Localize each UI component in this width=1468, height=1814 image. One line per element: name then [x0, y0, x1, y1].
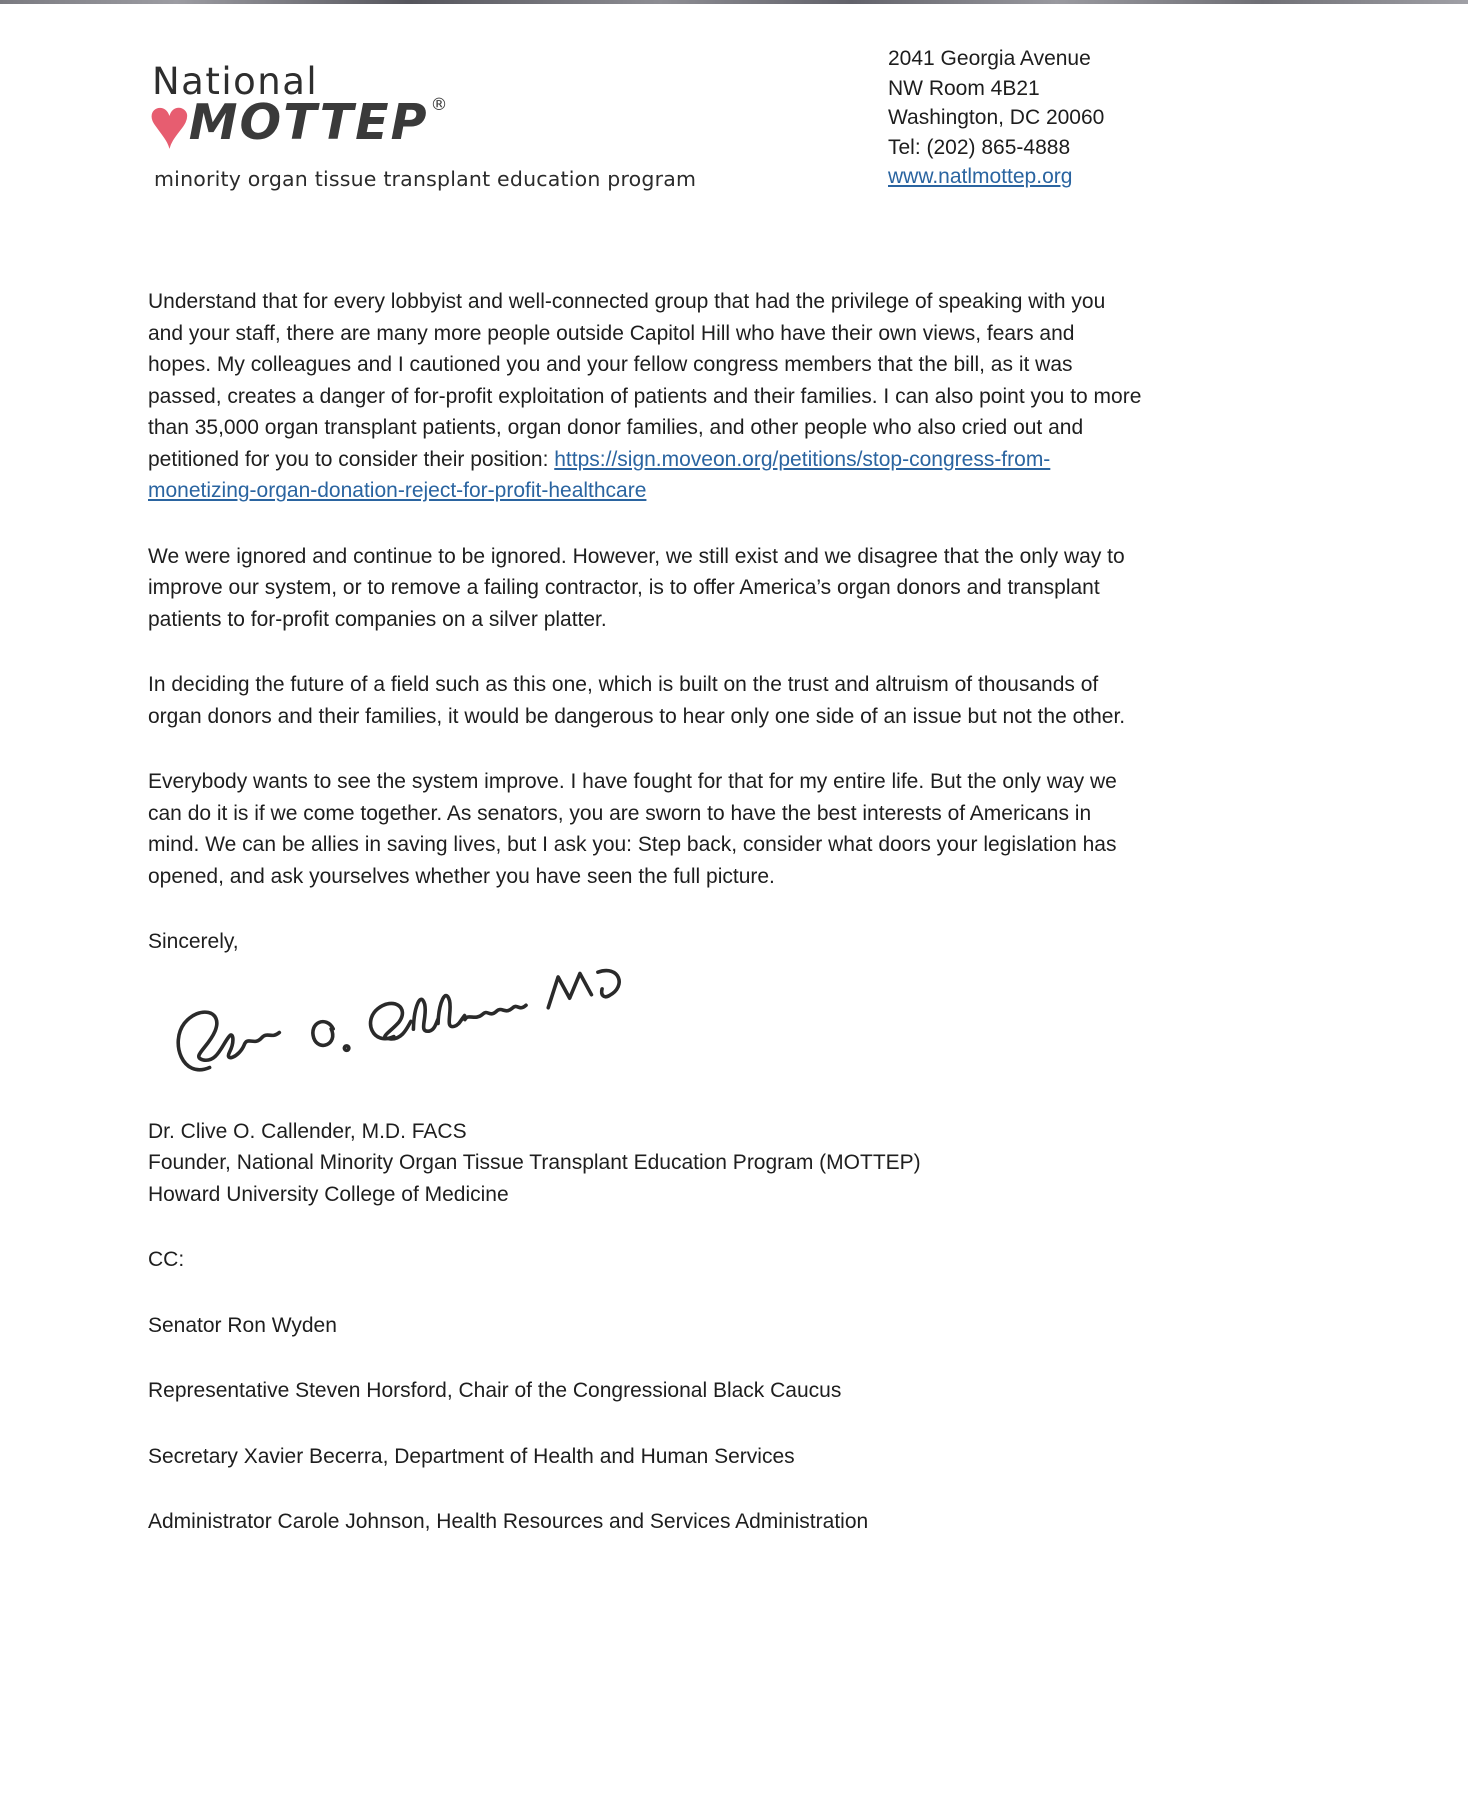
mottep-logo: [148, 60, 696, 191]
signature-block: [148, 1116, 1142, 1211]
address-line-city: Washington, DC 20060: [888, 106, 1105, 129]
cc-item-senator-wyden: Senator Ron Wyden: [148, 1313, 337, 1337]
paragraph-1: [148, 286, 1142, 507]
logo-brand-main: MOTTEP: [188, 94, 429, 151]
letter-body: [148, 286, 1142, 1572]
paragraph-1-text: Understand that for every lobbyist and well-connected group that had the privilege of speaking with you and your staff, there are many more people outside Capitol Hill who have their own views, fears and hopes. My colleagues and I cautioned you and your fellow congress members that the bill, as it was passed, creates a danger of for-profit exploitation of patients and their families. I can also point you to more than 35,000 organ transplant patients, organ donor families, and other people who also cried out and petitioned for you to consider their position:: [148, 290, 1142, 471]
petition-link[interactable]: https://sign.moveon.org/petitions/stop-congress-from-monetizing-organ-donation-reject-for-profit-healthcare: [148, 447, 1051, 502]
signer-title: Founder, National Minority Organ Tissue Transplant Education Program (MOTTEP): [148, 1151, 921, 1174]
address-line-street: 2041 Georgia Avenue: [888, 47, 1091, 70]
signature-area: [148, 958, 1142, 1116]
closing-salutation: Sincerely,: [148, 930, 239, 953]
cc-item-secretary-becerra: Secretary Xavier Becerra, Department of Health and Human Services: [148, 1444, 795, 1468]
cc-item-administrator-johnson: Administrator Carole Johnson, Health Resources and Services Administration: [148, 1510, 869, 1533]
signer-affiliation: Howard University College of Medicine: [148, 1182, 509, 1206]
address-line-room: NW Room 4B21: [888, 76, 1040, 100]
cc-label: CC:: [148, 1248, 185, 1271]
paragraph-2: We were ignored and continue to be ignored. However, we still exist and we disagree that the only way to improve our system, or to remove a failing contractor, is to offer America’s organ donors and transplant patients to for-profit companies on a silver platter.: [148, 544, 1125, 631]
website-link[interactable]: www.natlmottep.org: [888, 165, 1073, 188]
heart-icon: ♥: [148, 84, 191, 164]
paragraph-4: Everybody wants to see the system improve. I have fought for that for my entire life. But the only way we can do it is if we come together. As senators, you are sworn to have the best interests of Americans in mind. We can be allies in saving lives, but I ask you: Step back, consider what doors your legislation has opened, and ask yourselves whether you have seen the full picture.: [148, 770, 1117, 888]
scan-edge-artifact: [0, 0, 1468, 4]
address-line-phone: Tel: (202) 865-4888: [888, 135, 1071, 159]
logo-brand-top: National: [152, 60, 319, 103]
signature-handwriting: [158, 961, 645, 1114]
paragraph-3: In deciding the future of a field such as this one, which is built on the trust and altruism of thousands of organ donors and their families, it would be dangerous to hear only one side of an issue but not the other.: [148, 673, 1126, 728]
cc-item-representative-horsford: Representative Steven Horsford, Chair of the Congressional Black Caucus: [148, 1379, 842, 1402]
registered-trademark-symbol: ®: [430, 95, 448, 115]
signer-name: Dr. Clive O. Callender, M.D. FACS: [148, 1119, 467, 1143]
logo-tagline: minority organ tissue transplant education program: [154, 167, 697, 191]
letterhead-address-block: [888, 44, 1104, 192]
